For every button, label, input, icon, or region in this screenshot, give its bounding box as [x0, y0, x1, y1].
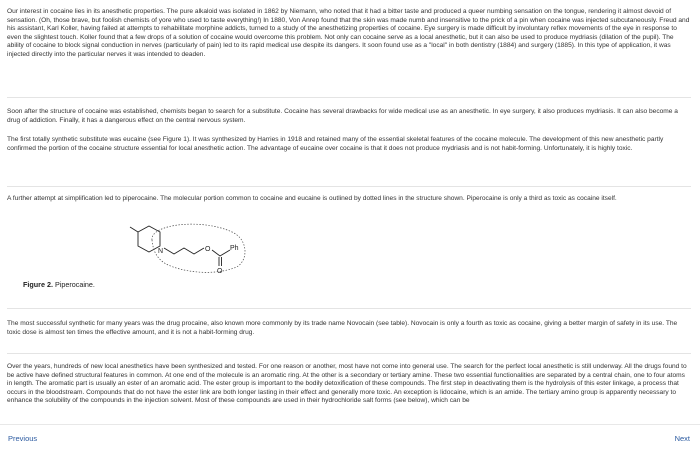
carbonyl-oxygen-atom: O [217, 268, 223, 275]
paragraph-piperocaine: A further attempt at simplification led to piperocaine. The molecular portion common to cocaine and eucaine is outlined by dotted lines in the structure shown. Piperocaine is only a third as toxic as cocaine itself. [7, 195, 617, 202]
divider [7, 97, 691, 98]
divider [7, 308, 691, 309]
paragraph-eucaine: The first totally synthetic substitute was eucaine (see Figure 1). It was synthesized by Harries in 1918 and retained many of the essential skeletal features of the cocaine molecule. The development of this new anesthetic partly confirmed the portion of the cocaine structure essential for local anesthetic action. The advantage of eucaine over cocaine is that it does not produce mydriasis and is not habit-forming. Unfortunately, it is highly toxic. [7, 136, 664, 152]
next-link[interactable]: Next [674, 434, 690, 443]
paragraph-procaine: The most successful synthetic for many years was the drug procaine, also known more commonly by its trade name Novocain (see table). Novocain is only a fourth as toxic as cocaine, giving a better margin of safety in its use. The toxic dose is almost ten times the effective amount, and it is not a habit-forming drug. [7, 320, 678, 336]
piperocaine-structure [122, 220, 252, 280]
figure-caption-text: Piperocaine. [54, 280, 95, 289]
nitrogen-atom: N [158, 248, 164, 255]
paragraph-substitute-search: Soon after the structure of cocaine was established, chemists began to search for a substitute. Cocaine has several drawbacks for wide medical use as an anesthetic. In eye surgery, it also produces mydriasis. It can also become a drug of addiction. Finally, it has a dangerous effect on the central nervous system. [7, 108, 678, 124]
propyl-chain [164, 248, 204, 254]
piperidine-ring [138, 226, 160, 252]
divider [7, 353, 691, 354]
paragraph-new-anesthetics: Over the years, hundreds of new local anesthetics have been synthesized and tested. For one reason or another, most have not come into general use. The search for the perfect local anesthetic is still underway. All the drugs found to be active have defined structural features in common. At one end of the molecule is an aromatic ring. At the other is a secondary or tertiary amine. These two essential functionalities are separated by a central chain, one to four atoms in length. The aromatic part is usually an ester of an aromatic acid. The ester group is important to the bodily detoxification of these compounds. The first step in deactivating them is the hydrolysis of this ester linkage, a process that occurs in the bloodstream. Compounds that do not have the ester link are both longer lasting in their effect and generally more toxic. An exception is lidocaine, which is an amide. The tertiary amino group is apparently necessary to enhance the solubility of the compounds in the injection solvent. Most of these compounds are used in their hydrochloride salt forms (see below), which can be [7, 363, 687, 405]
ester-bond [212, 250, 230, 256]
ester-oxygen-atom: O [205, 246, 211, 253]
piperocaine-structure-diagram [122, 220, 252, 280]
methyl-bond [130, 227, 138, 232]
figure-caption [23, 280, 95, 289]
previous-link[interactable]: Previous [8, 434, 38, 443]
phenyl-group: Ph [230, 245, 239, 252]
paragraph-cocaine-anesthetic: Our interest in cocaine lies in its anesthetic properties. The pure alkaloid was isolated in 1862 by Niemann, who noted that it had a bitter taste and produced a queer numbing sensation on the tongue, rendering it almost devoid of sensation. (Oh, those brave, but foolish chemists of yore who used to taste everything!) In 1880, Von Anrep found that the skin was made numb and insensitive to the prick of a pin when cocaine was injected subcutaneously. Freud and his assistant, Karl Koller, having failed at attempts to rehabilitate morphine addicts, turned to a study of the anesthetizing properties of cocaine. Eye surgery is made difficult by involuntary reflex movements of the eye in response to even the slightest touch. Koller found that a few drops of a solution of cocaine would overcome this problem. Not only can cocaine serve as a local anesthetic, but it can also be used to produce mydriasis (dilation of the pupil). The ability of cocaine to block signal conduction in nerves (particularly of pain) led to its rapid medical use despite its dangers. It soon found use as a "local" in both dentistry (1884) and surgery (1885). In this type of application, it was injected directly into the particular nerves it was intended to deaden. [7, 8, 690, 58]
figure-label: Figure 2. [23, 280, 53, 289]
pagination-bar [0, 424, 700, 450]
divider [7, 186, 691, 187]
